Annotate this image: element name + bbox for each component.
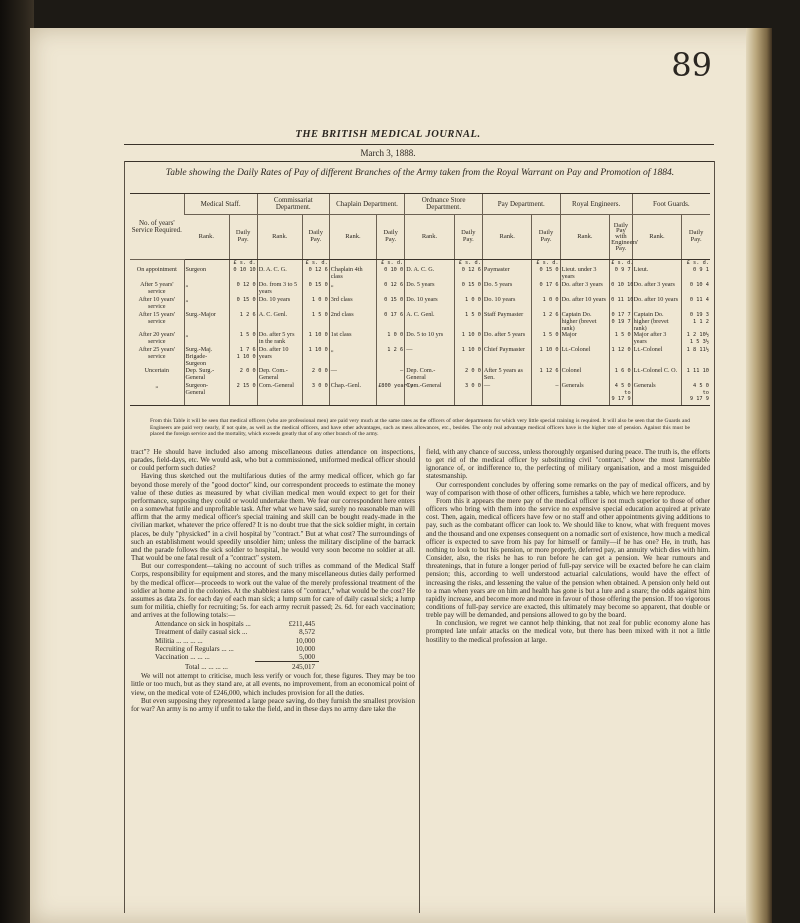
cost-amount: 8,572 [299,628,316,637]
service-years-cell: Uncertain [144,366,169,374]
group-header: Royal Engineers. [560,194,632,215]
rank-cell: — [405,347,455,367]
pay-cell: 0 10 10 [610,282,633,297]
article-paragraph: We will not attempt to criticise, much less verify or vouch for, these figures. They may be too little or too much, but as they stand are, at all events, no improvement, from an economical point of view, on the medical vote of £246,000, which includes provision for all the duties. [131,672,415,697]
units-label: £ s. d. [454,260,482,268]
pay-cell: 1 5 0 [532,332,560,347]
rank-cell: Do. 10 years [405,297,455,312]
pay-cell: 0 15 0 [454,282,482,297]
rank-cell: Generals [560,383,610,406]
pay-cell: 2 0 0 [454,368,482,383]
rank-cell: Surgeon [184,267,229,282]
rank-cell: Lt.-Colonel [632,347,682,367]
pay-cell: 0 9 1 [682,267,710,282]
rank-header: Rank. [482,215,532,260]
pay-cell: 0 9 7 [610,267,633,282]
group-header: Pay Department. [482,194,560,215]
table-title: Table showing the Daily Rates of Pay of different Branches of the Army taken from the Royal Warrant on Pay and Promotion of 1884. [165,168,675,178]
rank-cell: „ [329,282,376,297]
table-footnote: From this Table it will be seen that medical officers (who are professional men) are paid very much at the same rates as the officers of other departments for which very little special training is required. It will also be seen that the Guards and Engineers are paid very nearly, if not quite, as well as the medical officers, and have other advantages, such as mess allowances, etc., besides. The only real advantage medical officers have is the higher rate of pension. Against this must be placed the foreign service and the mortality, which exceeds greatly that of any other branch of the army. [150,418,690,437]
rank-cell: Do. 5 years [405,282,455,297]
table-row [130,368,710,383]
rank-cell: Major after 3 years [632,332,682,347]
pay-cell: 4 5 0 to 9 17 9 [610,383,633,406]
pay-cell: 0 19 3 1 1 2 [682,312,710,332]
header-rule [124,144,714,145]
cost-total-label: Total ... ... ... ... [185,662,228,671]
rank-cell: Do. after 5 yrs in the rank [257,332,302,347]
pay-table-body [130,260,710,406]
pay-cell: 0 15 0 [302,282,329,297]
service-years-cell: After 20 years' service [138,331,176,346]
rank-cell: Do. 10 years [482,297,532,312]
rank-cell: Do. 5 years [482,282,532,297]
cost-row [155,645,319,653]
article-paragraph: Having thus sketched out the multifarious duties of the army medical officer, which go far beyond those merely of the "good doctor" kind, our correspondent proceeds to estimate the money value of these duties as measured by what civilian medical men would expect to get for their performance, supposing they could or would undertake them. We fear our correspondent here enters on a somewhat futile and unprofitable task. After what we have said, surely no reasonable man will affirm that the army medical officer's special training and skill can be bought ready-made in the civilian market, whatever the price offered? It is no doubt true that the sick soldier might, in certain places, be duly "physicked" in a civil hospital by "contract." But at what cost? The surroundings of such an establishment would speedily unsoldier him; unless the military discipline of the barrack and the parade follows the sick soldier to hospital, he would very soon become no soldier at all. That would be one fatal result of a "contract" system. [131,472,415,563]
rank-header: Rank. [257,215,302,260]
pay-cell: 1 2 6 [377,347,405,367]
right-border-rule [714,161,715,913]
pay-header: Daily Pay. [229,215,257,260]
rank-header: Rank. [184,215,229,260]
cost-amount: 10,000 [295,644,316,653]
rank-cell: Lieut. [632,267,682,282]
cost-row [155,620,319,628]
rank-cell: Lt.-Colonel [560,347,610,367]
pay-cell: 0 11 4 [682,297,710,312]
pay-cell: 0 11 10 [610,297,633,312]
article-left-column [131,448,415,713]
cost-label: Militia ... ... ... ... [155,636,203,645]
rank-cell: A. C. Genl. [257,312,302,332]
pay-cell: 1 5 0 [302,312,329,332]
service-header: No. of years' Service Required. [130,194,184,260]
pay-cell: 0 10 10 [229,267,257,282]
table-row [130,383,710,406]
table-row [130,347,710,367]
pay-cell: 1 10 0 [302,332,329,347]
rank-cell: Paymaster [482,267,532,282]
rank-cell: A. C. Genl. [405,312,455,332]
units-label: £ s. d. [377,260,405,268]
column-rule [419,446,420,913]
article-paragraph: Our correspondent concludes by offering some remarks on the pay of medical officers, and by way of comparison with those of other officers, furnishes a table, which we here reproduce. [426,480,710,497]
service-years-cell: After 10 years' service [138,296,176,310]
pay-cell: 1 10 0 [454,332,482,347]
rank-cell: Do. after 3 years [560,282,610,297]
cost-label: Treatment of daily casual sick ... [155,628,248,637]
rank-cell: Com.-General [257,383,302,406]
rank-header: Rank. [405,215,455,260]
cost-estimate-body [155,620,319,661]
pay-cell: 1 11 10 [682,368,710,383]
pay-cell: 1 10 0 [302,347,329,367]
pay-cell: 1 5 0 [610,332,633,347]
group-header: Medical Staff. [184,194,257,215]
journal-page[interactable] [30,28,772,923]
rank-cell: Dep. Surg.-General [184,368,229,383]
pay-cell: 1 0 0 [454,297,482,312]
pay-cell: 2 0 0 [229,368,257,383]
pay-cell: 1 0 0 [302,297,329,312]
rank-cell: Do. after 10 years [560,297,610,312]
issue-date: March 3, 1888. [360,148,416,158]
service-years-cell: After 5 years' service [140,281,174,295]
service-years-cell: On appointment [136,266,177,273]
rank-cell: Lieut. under 3 years [560,267,610,282]
pay-cell: 1 2 6 [532,312,560,332]
units-label: £ s. d. [682,260,710,268]
pay-cell: 1 5 0 [229,332,257,347]
rank-cell: Surg.-Major [184,312,229,332]
pay-cell: 0 17 7 0 19 7 [610,312,633,332]
cost-amount: £211,445 [288,620,316,629]
rank-header: Rank. [560,215,610,260]
rank-cell: Do. after 10 years [632,297,682,312]
rank-cell: After 5 years as Sen. [482,368,532,383]
rank-cell: Do. 10 years [257,297,302,312]
pay-cell: — [532,383,560,406]
date-rule [124,161,714,162]
rank-cell: 1st class [329,332,376,347]
pay-cell: 0 10 4 [682,282,710,297]
units-label: £ s. d. [532,260,560,268]
rank-cell: Dep. Com.-General [257,368,302,383]
pay-cell: 0 10 0 [377,267,405,282]
running-head: THE BRITISH MEDICAL JOURNAL. [295,129,481,140]
pay-cell: 1 0 0 [377,332,405,347]
pay-cell: 1 2 6 [229,312,257,332]
rank-cell: „ [329,347,376,367]
cost-label: Vaccination ... ... ... [155,653,210,662]
cost-row [155,637,319,645]
cost-row [155,628,319,636]
rank-cell: Com.-General [405,383,455,406]
left-border-rule [124,161,125,913]
pay-cell: 1 2 10½ 1 5 3½ [682,332,710,347]
cost-total-amount: 245,017 [292,663,316,672]
pay-header: Daily Pay. [302,215,329,260]
group-header: Commissariat Department. [257,194,329,215]
rank-cell: „ [184,297,229,312]
pay-cell: 1 10 0 [454,347,482,367]
pay-cell: 3 0 0 [454,383,482,406]
rank-cell: Do. after 3 years [632,282,682,297]
rank-cell: Surgeon-General [184,383,229,406]
binding-shadow [0,0,34,923]
pay-cell: 1 10 0 [532,347,560,367]
cost-estimate-table [155,620,319,671]
rank-cell: „ [184,332,229,347]
rank-cell: Surg.-Maj. Brigade-Surgeon [184,347,229,367]
pay-rates-table [130,193,710,406]
units-label: £ s. d. [229,260,257,268]
pay-cell: 0 12 6 [454,267,482,282]
cost-label: Recruiting of Regulars ... ... [155,644,234,653]
rank-cell: Captain Do. higher (brevet rank) [632,312,682,332]
pay-cell: 0 15 0 [377,297,405,312]
rank-cell: Captain Do. higher (brevet rank) [560,312,610,332]
rank-cell: Do. after 5 years [482,332,532,347]
article-paragraph: field, with any chance of success, unless thoroughly organised during peace. The truth is, the efforts to get rid of the medical officer by substituting civil "contract," show the most lamentable ignorance of, or indifference to, the perfecting of military organisation, and a most misguided statesmanship. [426,448,710,481]
pay-cell: 0 17 6 [532,282,560,297]
pay-cell: 0 12 0 [229,282,257,297]
page-number: 89 [671,46,712,84]
rank-cell: Chaplain 4th class [329,267,376,282]
group-header: Foot Guards. [632,194,710,215]
table-row [130,282,710,297]
pay-cell: 1 5 0 [454,312,482,332]
pay-cell: 1 8 11½ [682,347,710,367]
table-row [130,297,710,312]
units-label: £ s. d. [302,260,329,268]
pay-cell: 1 12 0 [610,347,633,367]
units-label: £ s. d. [611,260,634,266]
cost-amount: 5,000 [255,653,319,662]
article-paragraph: From this it appears the mere pay of the medical officer is not much superior to those of other officers who bring with them into the service no expensive special education acquired at private cost. Then, again, medical officers have few or no staff and other appointments giving additions to pay, such as the combatant officer can look to. We should like to know, what with frequent moves and the thousand and one expenses consequent on a nomadic sort of existence, how much a medical officer is expected to save from his pay for himself or family—if he has one? He, in truth, has nothing to look to but his pension, or more properly, deferred pay, an annuity which dies with him. Consider, also, the risks he has to run before he can get a pension. We hear rumours and threatenings, that in future a longer period of full-pay service will be exacted before he can claim pension; this, according to well understood actuarial calculations, would have the effect of increasing the risks, and lessening the value of the pension when obtained. A pension only held out to a man when years are on him and health has gone is but a lure and a snare; the odds against him rapidly increase, and become more and more in favour of those offering the pension. If too vigorous conditions of full-pay service are exacted, this ultimately may become so apparent, that double or treble pay will be demanded, and pensions allowed to go by the board. [426,496,710,620]
pay-header: Daily Pay. [682,215,710,260]
pay-cell: 2 15 0 [229,383,257,406]
book-spine-edge [746,28,772,923]
cost-total-row [155,662,319,672]
cost-amount: 10,000 [295,636,316,645]
pay-cell: 0 17 6 [377,312,405,332]
service-years-cell: „ [130,383,184,406]
article-paragraph: But our correspondent—taking no account of such trifles as command of the Medical Staff Corps, responsibility for equipment and stores, and the many miscellaneous duties daily performed by the medical officer—proceeds to work out the value of the merely professional treatment of the soldier at home and in the colonies. At the shabbiest rates of "contract," what would be the cost? He assumes as data 2s. for each day of each man sick; a lump sum for care of daily casual sick; a lump sum for militia, chiefly for recruiting; 5s. for each army recruit passed; 2s. 6d. for each vaccination; and arrives at the following totals:— [131,562,415,620]
engineers-pay-header: Daily Pay with Engineers' Pay. [610,215,633,260]
rank-cell: Dep. Com.-General [405,368,455,383]
pay-cell: 0 15 0 [229,297,257,312]
rank-cell: — [482,383,532,406]
rank-cell: Major [560,332,610,347]
pay-cell: 2 0 0 [302,368,329,383]
pay-cell: 0 12 6 [377,282,405,297]
rank-cell: Staff Paymaster [482,312,532,332]
article-paragraph: In conclusion, we regret we cannot help thinking, that not zeal for public economy alone has prompted late unfair attacks on the medical vote, but there has been mixed with it not a little hostility to the medical profession at large. [426,619,710,644]
rank-cell: Colonel [560,368,610,383]
rank-cell: Generals [632,383,682,406]
rank-header: Rank. [329,215,376,260]
rank-cell: 2nd class [329,312,376,332]
article-paragraph: But even supposing they represented a large peace saving, do they furnish the smallest provision for war? An army is no army if unfit to take the field, and in these days no army dare take the [131,696,415,713]
pay-cell: 0 12 6 [302,267,329,282]
article-right-column [426,448,710,644]
cost-label: Attendance on sick in hospitals ... [155,620,251,629]
pay-cell: 1 6 0 [610,368,633,383]
article-paragraph: tract"? He should have included also among miscellaneous duties attendance on inspections, parades, field-days, etc. We would ask, who but a commissioned, uniformed medical officer should or could perform such duties? [131,448,415,473]
rank-cell: D. A. C. G. [405,267,455,282]
rank-cell: D. A. C. G. [257,267,302,282]
pay-cell: 1 0 0 [532,297,560,312]
rank-cell: „ [184,282,229,297]
rank-cell: Do. 5 to 10 yrs [405,332,455,347]
rank-cell: 3rd class [329,297,376,312]
pay-cell: 3 0 0 [302,383,329,406]
rank-cell: Lt.-Colonel C. O. [632,368,682,383]
rank-cell: Do. after 10 years [257,347,302,367]
pay-cell: 4 5 0 to 9 17 9 [682,383,710,406]
rank-cell: Do. from 3 to 5 years [257,282,302,297]
pay-header: Daily Pay. [377,215,405,260]
rank-header: Rank. [632,215,682,260]
service-years-cell: After 25 years' service [138,346,176,361]
group-header: Ordnance Store Department. [405,194,483,215]
pay-cell: 1 7 6 1 10 0 [229,347,257,367]
table-row [130,312,710,332]
group-header: Chaplain Department. [329,194,404,215]
pay-cell: 0 15 0 [532,267,560,282]
rank-cell: Chap.-Genl. [329,383,376,406]
table-row [130,267,710,282]
pay-cell: 1 12 6 [532,368,560,383]
pay-header: Daily Pay. [454,215,482,260]
pay-header: Daily Pay. [532,215,560,260]
cost-row [155,653,319,662]
rank-cell: — [329,368,376,383]
service-years-cell: After 15 years' service [138,311,176,325]
table-row [130,332,710,347]
pay-cell: — [377,368,405,383]
pay-cell: £800 yearly [377,383,405,406]
rank-cell: Chief Paymaster [482,347,532,367]
